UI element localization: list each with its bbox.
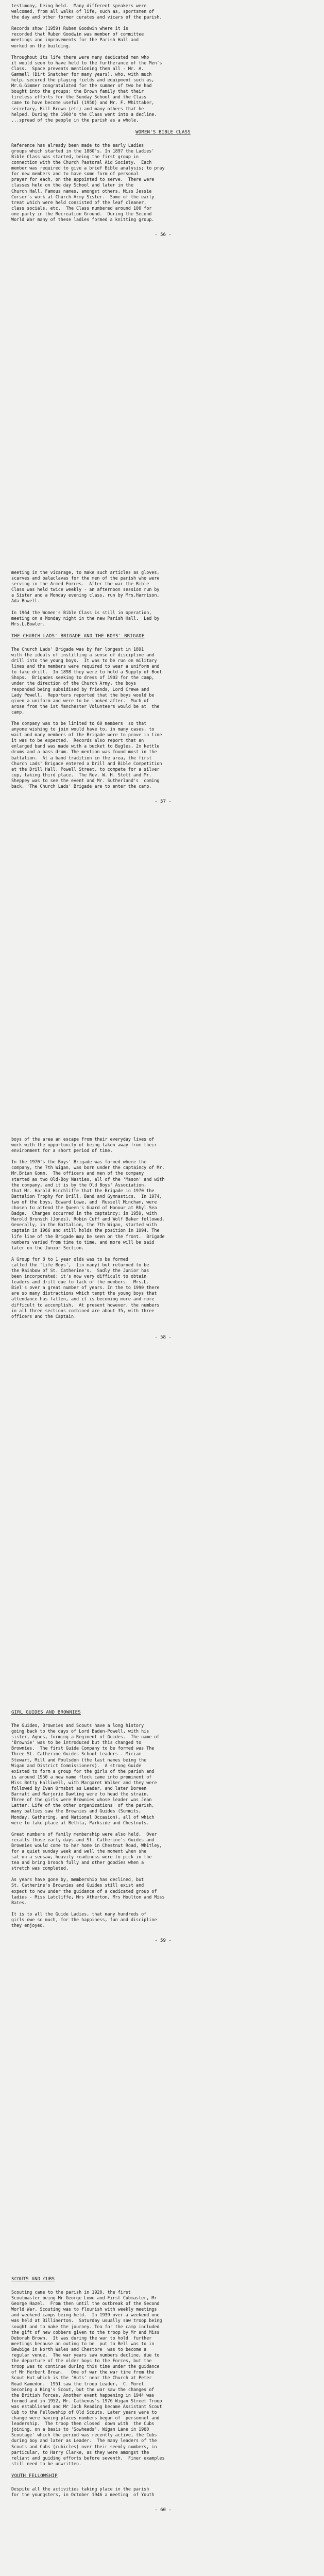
text-line: responded being subsidised by friends, Lord Crewe and — [11, 686, 149, 692]
text-line: is around 1950 a new name flock came into prominent of — [11, 1774, 152, 1780]
text-line: boys of the area an escape from their everyday lives of — [11, 1137, 155, 1142]
text-line: The company was to be limited to 60 members so that — [11, 720, 147, 726]
text-line: formed and in 1952, Mr. Cathenus's 1976 Wigan Street Troop — [11, 2398, 162, 2403]
text-line: for new members and to have some form of personal — [11, 171, 139, 177]
text-line: serving in the Armed Forces. After the war the Bible — [11, 581, 149, 587]
text-line: A Group for 8 to 1 year olds was to be formed — [11, 1256, 128, 1262]
page-60-paragraphs — [11, 2290, 315, 2467]
text-line: for the youngsters, in October 1946 a meeting of Youth — [11, 2492, 155, 2497]
text-line: Miss Betty Halliwell, with Margaret Walker and they were — [11, 1780, 157, 1785]
text-line: the gift of new cobbers given to the troop by Mr and Miss — [11, 2329, 160, 2335]
text-line: Biel's over a great number of years. In the to 1990 there — [11, 1285, 160, 1291]
text-line: Harold Brunsch (Jones), Robin Cuff and Wolf Baker followed. — [11, 1216, 165, 1222]
text-line: enlarged band was made with a bucket to Bugles, 2x kettle — [11, 743, 160, 749]
text-line: In 1964 the Women's Bible Class is still in operation, — [11, 609, 152, 615]
paragraph — [11, 1911, 315, 1928]
text-line: testimony, being held. Many different speakers were — [11, 3, 147, 8]
text-line: Scout Hut which is the 'Huts' near the Church at Peter — [11, 2375, 152, 2381]
paragraph — [11, 1137, 315, 1154]
text-line: during boy and later as Leader. The many leaders of the — [11, 2438, 157, 2444]
text-line: recalls those early days and St. Catherine's Guides and — [11, 1837, 155, 1842]
page-59 — [8, 1700, 318, 2267]
text-line: particular, to Harry Clarke, as they were amongst the — [11, 2449, 149, 2455]
page-number: - 60 - — [155, 2507, 172, 2513]
text-line: It is to all the Guide Ladies, that many hundreds of — [11, 1911, 147, 1917]
text-line: Gammell (Dirt Snatcher for many years), who, with much — [11, 71, 152, 77]
text-line: leadership. The troop then closed down with the Cubs — [11, 2421, 155, 2427]
text-line: Three St. Catherine Guides School Leaders - Miriam — [11, 1751, 142, 1757]
text-line: of Mr Herbert Brown. One of war the war time from the — [11, 2369, 155, 2375]
text-line: Monday, Gathering, and National Occasion), all of which — [11, 1814, 155, 1820]
text-line: Corser's work at Church Army Sister. Some of the early — [11, 194, 155, 199]
text-line: the day and other former curates and vicars of the parish. — [11, 14, 162, 20]
text-line: wait and many members of the Brigade were to prove in time — [11, 732, 162, 738]
text-line — [11, 1319, 315, 1325]
text-line: In the 1970's the Boys' Brigade was formed where the — [11, 1159, 147, 1165]
text-line: bought into the groups; the Brown family that their — [11, 89, 144, 94]
text-line: World War, Scouting was to flourish with weekly meetings — [11, 2307, 157, 2312]
text-line: Mrs.L.Bowler. — [11, 621, 45, 626]
text-line: followed by Ivan Ormsbst as Leader, and later Doreen — [11, 1786, 147, 1791]
page-57-paragraphs — [11, 570, 315, 627]
page-60 — [8, 2267, 318, 2576]
text-line: Bible Class was started, being the first group in — [11, 154, 139, 159]
text-line: attendance has fallen, and it is becoming more and more — [11, 1296, 155, 1302]
text-line: change were having places numbers begun of personnel and — [11, 2415, 160, 2421]
text-line: World War many of these ladies formed a knitting group. — [11, 217, 155, 222]
text-line: Great numbers of family membership were also held. Over — [11, 1831, 157, 1837]
text-line: Scouting came to the parish in 1920, the first — [11, 2290, 131, 2295]
text-line: two of the boys, Edward Lowe, and Russell Mincham, were — [11, 1199, 157, 1205]
text-line: meetings and improvements for the Parish Hall and — [11, 37, 139, 43]
text-line: the British Forces. Another event happening in 1944 was — [11, 2392, 155, 2398]
text-line: back, 'The Church Lads' Brigade are to enter the camp. — [11, 784, 152, 789]
text-line: in all three sections combined are about 35, with three — [11, 1308, 155, 1313]
text-line: they enjoyed. — [11, 1923, 45, 1928]
text-line: Bewbige in North Wales and Chestore was to become a — [11, 2346, 147, 2352]
page-56-paragraphs — [11, 3, 315, 123]
text-line: and weekend camps being held. In 1939 over a weekend one — [11, 2312, 160, 2318]
text-line: Generally, in the Battalion, the 7th Wigan, started with — [11, 1222, 157, 1228]
text-line: scarves and balaclavas for the men of the parish who were — [11, 575, 160, 581]
text-line: were to take place at Bethla, Parkside and Chestnuts. — [11, 1820, 149, 1825]
text-line: Brownies. The first Guide Company to be formed was The — [11, 1745, 155, 1751]
text-line: under the direction of the Church Army, the boys — [11, 681, 137, 686]
text-line: helped. During the 1960's the Class went into a decline. — [11, 111, 157, 117]
text-line: Stewart, Mill and Poulsdon (the last names being the — [11, 1757, 147, 1762]
text-line: called the 'Life Boys', (in many) but returned to be — [11, 1262, 149, 1267]
text-line: camp. — [11, 709, 25, 715]
text-line: for a quiet sunday week and well the moment when she — [11, 1848, 147, 1854]
text-line: to take drill. In 1898 they were to hold a Supply of Boot — [11, 669, 162, 675]
text-line: the departure of the older boys to the Forces, but the — [11, 2358, 152, 2364]
text-line: Sheppey was to see the event and Mr. Sutherland's coming — [11, 777, 160, 783]
text-line: it was to be expected. Records also report that an — [11, 738, 144, 743]
text-line: connection with the Church Pastoral Aid Society. Each — [11, 160, 152, 165]
text-line: started as two Old-Boy Nasties, all of the 'Mason' and with — [11, 1176, 165, 1182]
text-line: Battalion Trophy for Drill, Band and Gymnastics. In 1974, — [11, 1193, 162, 1199]
text-line: sister, Agnes, forming a Regiment of Guides. The name of — [11, 1734, 160, 1740]
text-line: drums and a bass drum. The mention was found most in the — [11, 749, 157, 755]
text-line: groups which started in the 1880's. In 1897 the Ladies' — [11, 148, 155, 154]
text-line: troop was to continue during this time under the guidance — [11, 2364, 160, 2369]
text-line: arose from the ist Manchester Volunteers would be at the — [11, 703, 160, 709]
text-line: tea and bring brooch fully and other goodies when a — [11, 1860, 144, 1866]
text-line: leaders and drill due to lack of the members. Mrs.L. — [11, 1279, 149, 1285]
page-57-paragraphs-2 — [11, 647, 315, 789]
text-line: going back to the days of Lord Baden-Powell, with his — [11, 1728, 149, 1734]
text-line: worked on the building. — [11, 43, 71, 48]
text-line: battalion. At a band tradition in the area, the first — [11, 755, 152, 760]
text-line: captain in 1966 and still holds the position in 1994. The — [11, 1228, 160, 1233]
section-heading-womens-bible-class: WOMEN'S BIBLE CLASS — [135, 129, 191, 135]
text-line: Church Lads' Brigade entered a Drill and Bible Competition — [11, 760, 162, 766]
text-line: difficult to accomplish. At present however, the numbers — [11, 1302, 160, 1308]
text-line: the Rainbow of St. Catherine's. Sadly the Junior has — [11, 1267, 149, 1273]
text-line: Mr.Brian Gomm. The officers and men of the company — [11, 1171, 144, 1176]
paragraph — [11, 3, 315, 20]
page-58-paragraphs — [11, 1137, 315, 1325]
text-line: life line of the Brigade may be seen on the front. Brigade — [11, 1233, 165, 1239]
paragraph — [11, 1159, 315, 1251]
text-line: expect to now under the guidance of a dedicated group of — [11, 1888, 157, 1894]
section-heading-girl-guides-and-brownies: GIRL GUIDES AND BROWNIES — [11, 1710, 81, 1715]
text-line: prayer for each, on the appointed to serve. There were — [11, 177, 155, 182]
page-number: - 57 - — [155, 799, 172, 805]
text-line: sat on a seesaw, heavily readiness were to pick in the — [11, 1854, 152, 1860]
text-line: a Sister and a Monday evening class, run by Mrs.Harrison, — [11, 592, 160, 598]
page-59-paragraphs — [11, 1723, 315, 1928]
paragraph — [11, 26, 315, 48]
text-line: Barratt and Marjorie Dawling were to head the strain. — [11, 1791, 149, 1797]
text-line: that Mr. Harold Hinchliffe that the Brigade in 1970 the — [11, 1188, 155, 1193]
text-line: chosen to attend the Queen's Guard of Honour at Rhyl Sea — [11, 1205, 157, 1211]
paragraph — [11, 1877, 315, 1905]
text-line: classes held on the day School and later in the — [11, 182, 133, 188]
text-line: class socials, etc. The Class numbered around 100 for — [11, 205, 152, 211]
page-60-paragraphs-2 — [11, 2486, 315, 2498]
text-line: St. Catherine's Brownies and Guides still exist and — [11, 1883, 144, 1888]
text-line: given a uniform and were to be looked after. Much of — [11, 698, 149, 703]
text-line: ...spread of the people in the parish as a whole. — [11, 117, 139, 123]
text-line: came to have become useful (1950) and Mr. F. Whittaker, — [11, 100, 155, 106]
text-line: As years have gone by, membership has declined, but — [11, 1877, 144, 1883]
text-line: ladies - Miss Latcliffe, Mrs Atherton, Mrs Houlton and Miss — [11, 1894, 165, 1900]
paragraph — [11, 647, 315, 715]
text-line: welcomed, from all walks of life, such as, sportsmen of — [11, 9, 155, 14]
section-heading-church-lads-brigade: THE CHURCH LADS' BRIGADE AND THE BOYS' BRIGADE — [11, 633, 145, 639]
paragraph — [11, 1257, 315, 1325]
text-line: help, secured the playing fields and equipment such as, — [11, 77, 155, 83]
text-line: lines and the members were required to wear a uniform and — [11, 664, 160, 669]
text-line: Road Kamedon. 1951 saw the troop Leader, C. Morel — [11, 2381, 144, 2386]
text-line: Three of the girls were Brownies whose leader was Jean — [11, 1797, 152, 1803]
text-line: Mr.G.Gimmer congratulated for the summer of two he had — [11, 83, 152, 89]
text-line: Ada Bowell. — [11, 598, 40, 604]
text-line: at the Drill Hall, Powell Street, to compete for a silver — [11, 766, 160, 772]
paragraph — [11, 721, 315, 789]
text-line: it would seem to have held to the furtherance of the Men's — [11, 60, 162, 65]
page-number: - 58 - — [155, 1334, 172, 1340]
text-line: still need to be unwritten. — [11, 2461, 82, 2466]
page-58 — [8, 1133, 318, 1700]
text-line: existed to form a group for the girls of the parish and — [11, 1768, 155, 1774]
text-line: sought and to make the journey. Tea for the camp included — [11, 2324, 160, 2329]
text-line: Scoutage' which the period was recently active, the Cubs — [11, 2432, 157, 2438]
text-line: many ballies saw the Brownies and Guides (Summits, — [11, 1808, 142, 1814]
text-line: member was required to give a brief Bible analysis; to pray — [11, 165, 165, 171]
text-line: joining, on a basis to 'Sowheads', Wigan Lane in 1960 — [11, 2427, 149, 2432]
text-line: cup, taking third place. The Rev. W. H. Stott and Mr. — [11, 772, 152, 777]
text-line: Despite all the activities taking place in the parish — [11, 2486, 149, 2492]
text-line: George Hazel. From then until the outbreak of the Second — [11, 2301, 160, 2307]
text-line: are so many distractions which tempt the young boys that — [11, 1291, 157, 1296]
text-line: Brownies would come to her home in Chestnut Road, Whitley, — [11, 1842, 162, 1848]
text-line: been incorporated: it's now very difficult to obtain — [11, 1274, 147, 1279]
text-line: numbers varied from time to time, and more will be said — [11, 1239, 155, 1245]
text-line: The Guides, Brownies and Scouts have a long history — [11, 1723, 144, 1728]
text-line: anyone wishing to join would have to, in many cases, to — [11, 726, 155, 732]
text-line: work with the opportunity of being taken away from their — [11, 1142, 157, 1148]
text-line: Cub to the Fellowship of Old Scouts. Later years were to — [11, 2409, 157, 2415]
paragraph — [11, 143, 315, 223]
page-57 — [8, 567, 318, 1133]
text-line: officers and the Captain. — [11, 1313, 77, 1319]
paragraph — [11, 2486, 315, 2498]
text-line: Records show (1959) Ruben Goodwin where it is — [11, 26, 128, 31]
paragraph — [11, 2290, 315, 2467]
text-line: meeting in the vicarage, to make such articles as gloves, — [11, 570, 160, 575]
text-line: meetings because an outing to be put to Bell was to in — [11, 2341, 155, 2346]
paragraph — [11, 1723, 315, 1826]
text-line: treat which were held consisted of the leaf cleaner, — [11, 199, 147, 205]
text-line: Shops. Brigades seeking to dress of 1902 for the camp, — [11, 675, 155, 681]
section-heading-youth-fellowship: YOUTH FELLOWSHIP — [11, 2473, 58, 2479]
text-line: the company, and it is by the Old Boys' Association, — [11, 1182, 147, 1188]
text-line: Scoutmaster being Mr George Lowe and First Cubmaster, Mr — [11, 2295, 157, 2301]
text-line: reliant and guiding efforts before seventh. Finer examples — [11, 2455, 165, 2461]
text-line: stretch was completed. — [11, 1866, 69, 1871]
text-line: Bates. — [11, 1900, 27, 1905]
text-line: becoming a King's Scout, but the war saw the changes of — [11, 2386, 155, 2392]
text-line: Latter. Life of the other organizations of the parish, — [11, 1803, 155, 1808]
text-line: drill into the young boys. It was to be run on military — [11, 658, 157, 664]
text-line: Wigan and District Commissioners). A strong Guide — [11, 1762, 142, 1768]
text-line: Reference has already been made to the early Ladies' — [11, 142, 147, 148]
text-line: Church Hall. Famous names, amongst others, Miss Jessie — [11, 188, 152, 194]
text-line: later on the Junior Section. — [11, 1245, 84, 1250]
text-line: Lady Powell. Reporters reported that the boys would be — [11, 692, 155, 698]
text-line: one party in the Recreation Ground. During the Second — [11, 211, 152, 216]
text-line: The Church Lads' Brigade was by far longest in 1891 — [11, 646, 144, 652]
page-number: - 56 - — [155, 232, 172, 238]
paragraph — [11, 570, 315, 604]
page-56 — [8, 0, 318, 567]
text-line: Scouts and Cubs (cubicles) over their seemly numbers, in — [11, 2444, 157, 2449]
paragraph — [11, 55, 315, 123]
text-line: company, the 7th Wigan, was born under the captaincy of Mr. — [11, 1165, 165, 1171]
paragraph — [11, 610, 315, 627]
text-line: regular venue. The war years saw numbers decline, due to — [11, 2352, 160, 2358]
page-56-paragraphs-2 — [11, 143, 315, 223]
paragraph — [11, 1832, 315, 1872]
text-line: Throughout its life there were many dedicated men who — [11, 54, 149, 60]
text-line: Class was held twice weekly - an afternoon session run by — [11, 587, 160, 592]
text-line: tireless efforts for the Sunday School and the Class — [11, 94, 147, 100]
text-line: was established and Mr Jack Reading became Assistant Scout — [11, 2403, 162, 2409]
page-number: - 59 - — [155, 1938, 172, 1944]
text-line: Class. Space prevents mentioning them all - Mr. A. — [11, 65, 144, 71]
text-line: girls owe so much, for the happiness, fun and discipline — [11, 1917, 157, 1922]
text-line: meeting on a Monday night in the new Parish Hall. Led by — [11, 615, 160, 621]
section-heading-scouts-and-cubs: SCOUTS AND CUBS — [11, 2277, 55, 2282]
text-line: was held at Billinerton. Saturday usually saw troop being — [11, 2318, 162, 2324]
text-line: 'Brownie' was to be introduced but this changed to — [11, 1740, 142, 1745]
text-line: environment for a short period of time. — [11, 1148, 113, 1154]
text-line: recorded that Ruben Goodwin was member of committee — [11, 31, 144, 37]
text-line: Badge. Changes occurred in the captaincy: in 1959, with — [11, 1211, 157, 1216]
text-line: secretary, Bill Brown (etc) and many others that he — [11, 106, 144, 111]
text-line: Deborah Brown. It was during the war to hold further — [11, 2335, 152, 2341]
text-line: with the ideals of instilling a sense of discipline and — [11, 652, 155, 657]
